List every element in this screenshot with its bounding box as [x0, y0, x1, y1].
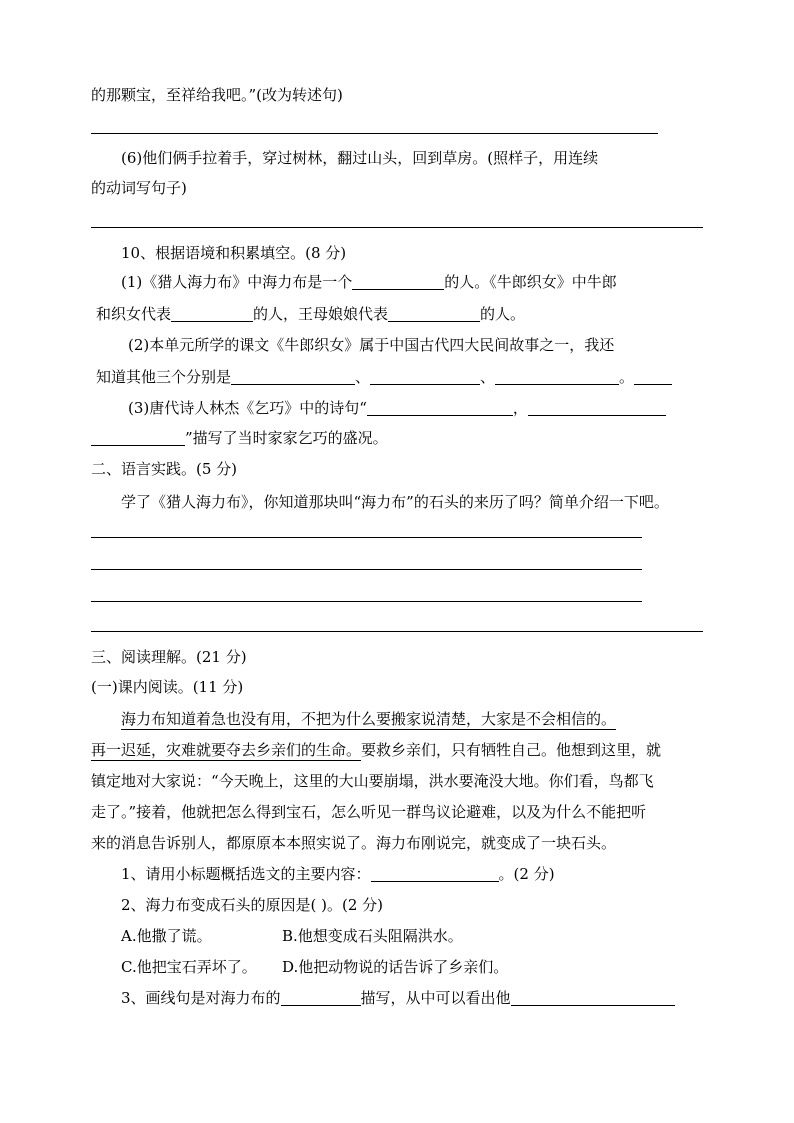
blank-niulang-represents[interactable] — [171, 305, 253, 322]
passage-line-5: 来的消息告诉别人，都原原本本照实说了。海力布刚说完，就变成了一块石头。 — [91, 834, 617, 852]
question-3-text-a: 3、画线句是对海力布的 — [121, 989, 281, 1007]
question-1 — [121, 864, 555, 884]
q10-item1-text-b: 的人。《牛郎织女》中牛郎 — [444, 273, 617, 291]
blank-poem-line-2[interactable] — [528, 399, 666, 416]
part3-subsection: (一)课内阅读。(11 分) — [91, 678, 244, 696]
blank-character-trait[interactable] — [511, 989, 675, 1006]
option-b[interactable]: B.他想变成石头阻隔洪水。 — [282, 927, 463, 945]
part2-title: 二、语言实践。(5 分) — [91, 460, 238, 478]
question-2: 2、海力布变成石头的原因是( )。(2 分) — [121, 896, 384, 914]
passage-line-1 — [121, 709, 616, 729]
q10-item1-line2 — [96, 304, 525, 324]
poem-comma: ， — [512, 399, 528, 417]
passage-line-2-rest: 要救乡亲们，只有牺牲自己。他想到这里，就 — [361, 741, 662, 759]
answer-line-part2-2[interactable] — [91, 569, 642, 570]
passage-line-2 — [91, 740, 661, 760]
q9-item6-line2: 的动词写句子) — [91, 179, 187, 197]
question-1-score: 。(2 分) — [498, 865, 555, 883]
blank-folktale-2[interactable] — [370, 368, 480, 385]
separator-2: 、 — [480, 368, 496, 386]
q10-item3-line1 — [128, 398, 666, 418]
q10-item3-text-b: ”描写了当时家家乞巧的盛况。 — [185, 429, 388, 447]
answer-line-item5[interactable] — [91, 133, 658, 134]
q10-item1-text-e: 的人。 — [480, 305, 526, 323]
underlined-sentence-2: 再一迟延，灾难就要夺去乡亲们的生命。 — [91, 741, 362, 759]
q10-item1-text-d: 的人，王母娘娘代表 — [253, 305, 389, 323]
q9-item6-line1: (6)他们俩手拉着手，穿过树林，翻过山头，回到草房。(照样子，用连续 — [121, 149, 599, 167]
q9-item5-end: 的那颗宝，至祥给我吧。”(改为转述句) — [91, 86, 343, 104]
q10-item3-text-a: (3)唐代诗人林杰《乞巧》中的诗句“ — [128, 399, 367, 417]
blank-folktale-1[interactable] — [231, 368, 355, 385]
q10-item2-line2 — [96, 367, 672, 387]
blank-wangmu-represents[interactable] — [388, 305, 480, 322]
part3-title: 三、阅读理解。(21 分) — [91, 648, 247, 666]
blank-description-type[interactable] — [281, 989, 361, 1006]
underlined-sentence-1: 海力布知道着急也没有用，不把为什么要搬家说清楚，大家是不会相信的。 — [121, 710, 617, 728]
answer-line-part2-1[interactable] — [91, 537, 642, 538]
option-c[interactable]: C.他把宝石弄坏了。 — [121, 958, 257, 976]
question-1-text: 1、请用小标题概括选文的主要内容： — [121, 865, 371, 883]
answer-line-part2-3[interactable] — [91, 601, 642, 602]
option-a[interactable]: A.他撒了谎。 — [121, 927, 212, 945]
question-3 — [121, 988, 675, 1008]
answer-line-item6[interactable] — [91, 227, 703, 228]
blank-folktale-3[interactable] — [495, 368, 619, 385]
answer-line-part2-4[interactable] — [91, 631, 703, 632]
q10-item3-line2 — [91, 428, 388, 448]
part2-prompt: 学了《猎人海力布》，你知道那块叫“海力布”的石头的来历了吗？简单介绍一下吧。 — [121, 493, 669, 511]
q10-item1-text-c: 和织女代表 — [96, 305, 172, 323]
option-d[interactable]: D.他把动物说的话告诉了乡亲们。 — [282, 958, 509, 976]
question-3-text-b: 描写，从中可以看出他 — [360, 989, 511, 1007]
passage-line-4: 走了。”接着，他就把怎么得到宝石，怎么听见一群鸟议论避难，以及为什么不能把听 — [91, 803, 647, 821]
q10-item1-text-a: (1)《猎人海力布》中海力布是一个 — [121, 273, 353, 291]
blank-trailing[interactable] — [634, 368, 672, 385]
passage-line-3: 镇定地对大家说：“今天晚上，这里的大山要崩塌，洪水要淹没大地。你们看，鸟都飞 — [91, 772, 654, 790]
q10-item1-line1 — [121, 272, 617, 292]
blank-poem-line-3[interactable] — [91, 429, 185, 446]
q10-item2-line1: (2)本单元所学的课文《牛郎织女》属于中国古代四大民间故事之一，我还 — [128, 336, 615, 354]
q10-title: 10、根据语境和积累填空。(8 分) — [121, 244, 347, 262]
blank-poem-line-1[interactable] — [367, 399, 513, 416]
blank-subtitle[interactable] — [371, 865, 499, 882]
blank-haili-trait[interactable] — [352, 273, 444, 290]
item2-end: 。 — [619, 368, 635, 386]
separator-1: 、 — [355, 368, 371, 386]
q10-item2-text: 知道其他三个分别是 — [96, 368, 232, 386]
